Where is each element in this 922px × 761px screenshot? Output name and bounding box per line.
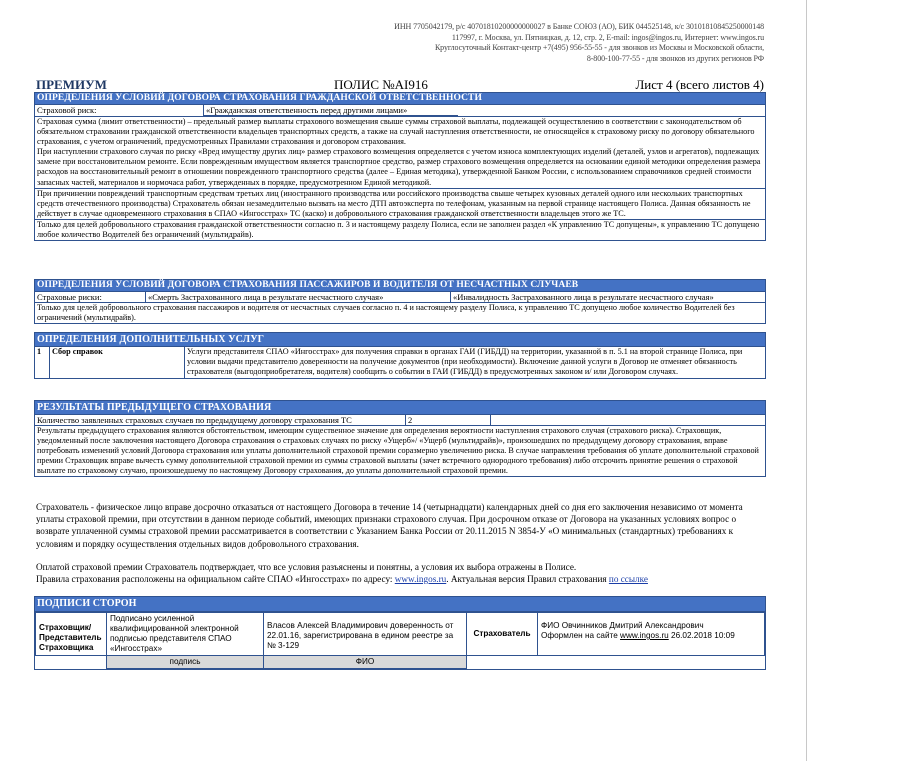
withdrawal-paragraph: Страхователь - физическое лицо вправе досрочно отказаться от настоящего Договора в течение 14 (четырнадцати) календарных дней со дня его заключения независимо от момента уплаты страховой премии, при отсутствии в данном периоде событий, имеющих признаки страхового случая. При досрочном отказе от Договора на указанных условиях вопрос о возврате уплаченной суммы страховой премии рассматривается в соответствии с Указанием Банка России от 20.11.2015 N 3854-У «О минимальных (стандартных) требованиях к условиям и порядку осуществления отдельных видов добровольного страхования. [36,502,743,549]
company-header [344,22,764,64]
policy-number: ПОЛИС №AI916 [334,77,428,92]
risk-row [35,105,765,116]
policyholder-issued [541,631,761,641]
confirmation-paragraph: Оплатой страховой премии Страхователь подтверждает, что все условия разъяснены и понятны, а условия их выбора отражены в Полисе. [36,562,577,572]
drivers-paragraph: Только для целей добровольного страхования гражданской ответственности согласно п. 3 и настоящему разделу Полиса, если не заполнен раздел «К управлению ТС допущены», к управлению ТС допущено любое количество Водителей без ограничений (мультидрайв). [35,219,765,240]
title-row [34,77,764,93]
sum-insured-paragraph: Страховая сумма (лимит ответственности) – предельный размер выплаты страхового возмещения свыше суммы страховой выплаты, подлежащей осуществлению в соответствии с законодательством об обязательном страховании гражданской ответственности владельцев транспортных средств, а также на случай наступления ответственности, не относящейся к страховому риску по договору обязательного страхования, с учетом ограничений, предусмотренных Правилами страхования и договором страхования. [35,116,765,147]
policyholder-label: Страхователь [467,613,538,656]
expert-paragraph: При причинении повреждений транспортным средствам третьих лиц (иностранного производства или российского производства свыше четырех кузовных деталей одного или нескольких транспортных средств отечественного производства) Страхователь обязан незамедлительно вызвать на место ДТП автоэксперта по телефонам, указанным на первой странице настоящего Полиса. Данная обязанность не действует в случае одновременного страхования в СПАО «Ингосстрах» ТС (каско) и добровольного страхования гражданской ответственности владельцев этого же ТС. [35,188,765,219]
risk-death: «Смерть Застрахованного лица в результате несчастного случая» [145,292,450,302]
risk-disability: «Инвалидность Застрахованного лица в результате несчастного случая» [450,292,755,302]
caption-spacer [467,656,538,669]
insurer-representative: Власов Алексей Владимирович доверенность от 22.01.16, зарегистрирована в едином реестре за № 3-129 [264,613,467,656]
page-edge [806,0,807,761]
section-heading: ПОДПИСИ СТОРОН [35,597,765,612]
risk-label: Страховой риск: [37,105,97,115]
rules-prefix: Правила страхования расположены на официальном сайте СПАО «Ингосстрах» по адресу: [36,574,395,584]
claims-count-label: Количество заявленных страховых случаев по предыдущему договору страхования ТС [37,415,352,425]
section-civil-liability [34,92,766,241]
issued-prefix: Оформлен на сайте [541,631,621,640]
section-heading: ОПРЕДЕЛЕНИЯ УСЛОВИЙ ДОГОВОРА СТРАХОВАНИЯ ГРАЖДАНСКОЙ ОТВЕТСТВЕННОСТИ [35,93,765,105]
header-line-bank: ИНН 7705042179, р/с 40701810200000000027 в Банке СОЮЗ (АО), БИК 044525148, к/с 30101810845250000148 [394,22,764,31]
rules-paragraph [36,573,771,585]
insurer-label: Страховщик/ Представитель Страховщика [36,613,107,656]
section-previous-insurance [34,400,766,477]
claims-count-value: 2 [405,415,491,425]
section-heading: РЕЗУЛЬТАТЫ ПРЕДЫДУЩЕГО СТРАХОВАНИЯ [35,401,765,415]
risk-row [35,292,765,302]
section-signatures [34,596,766,670]
header-line-regions: 8-800-100-77-55 - для звонков из других регионов РФ [586,53,764,63]
previous-results-paragraph: Результаты предыдущего страхования являются обстоятельством, имеющим существенное значение для определения вероятности наступления страхового случая (страхового риска). Страховщик, уведомленный после заключения настоящего Договора страхования о страховых случаях по риску «Ущерб»/ «Ущерб (мультидрайв)», произошедших по предыдущему договору страхования, вправе потребовать изменений условий Договора страхования или уплаты дополнительной страховой премии соразмерно увеличению риска. В случае направления требования об уплате дополнительной страховой премии Страховщик вправе вычесть сумму дополнительной страховой премии из суммы страховой выплаты (зачет встречного однородного требования) либо отсрочить принятие решения о страховой выплате по страховому случаю, произошедшему по настоящему Договору страхования, до уплаты дополнительной страховой премии. [35,425,765,476]
rules-mid: . Актуальная версия Правил страхования [446,574,609,584]
service-name: Сбор справок [49,347,184,378]
service-row [35,347,765,378]
drivers-paragraph: Только для целей добровольного страхования пассажиров и водителя от несчастных случаев согласно п. 4 и настоящему разделу Полиса, к управлению ТС допущено любое количество Водителей без ограничений (мультидрайв). [35,302,765,323]
fio-caption: ФИО [264,656,467,669]
policyholder-info [538,613,765,656]
issued-site-link[interactable]: www.ingos.ru [620,631,669,640]
issued-date: 26.02.2018 10:09 [668,631,735,640]
policyholder-fio: ФИО Овчинников Дмитрий Александрович [541,621,704,630]
service-description: Услуги представителя СПАО «Ингосстрах» для получения справки в органах ГАИ (ГИБДД) на территории, указанной в п. 5.1 на второй странице Полиса, при условии выдачи представителю доверенности на получение документов (при необходимости). Включение данной услуги в Договор не отменяет обязанность страхователя (выгодоприобретателя, водителя) сообщить о событии в ГАИ (ГИБДД) в предусмотренных законом и/ или Договором случаях. [184,347,749,378]
claims-count-row [35,415,765,425]
damage-paragraph: При наступлении страхового случая по риску «Вред имуществу других лиц» размер страхового возмещения определяется с учетом износа комплектующих изделий (деталей, узлов и агрегатов), подлежащих замене при восстановительном ремонте. Если поврежденным имуществом является транспортное средство, размер страхового возмещения определяется на основании единой методики определения размера расходов на восстановительный ремонт в отношении поврежденного транспортного средства (далее – Единая методика), утвержденной Банком России, с использованием справочников средней стоимости запасных частей, материалов и нормочаса работ, утвержденных в порядке, предусмотренном Единой методикой. [37,147,761,187]
section-services [34,332,766,379]
section-accident [34,279,766,324]
header-line-address: 117997, г. Москва, ул. Пятницкая, д. 12, стр. 2, E-mail: ingos@ingos.ru, Интернет: www.ingos.ru [451,32,764,42]
website-link[interactable]: www.ingos.ru [394,574,447,584]
rules-link[interactable]: по ссылке [608,574,648,584]
section-heading: ОПРЕДЕЛЕНИЯ ДОПОЛНИТЕЛЬНЫХ УСЛУГ [35,333,765,347]
caption-spacer [36,656,107,669]
signature-caption: подпись [107,656,264,669]
risk-value: «Гражданская ответственность перед другими лицами» [203,105,458,116]
signature-table [35,612,765,669]
product-name: ПРЕМИУМ [36,77,107,92]
caption-spacer [538,656,765,669]
header-line-contact: Круглосуточный Контакт-центр +7(495) 956-55-55 - для звонков из Москвы и Московской области, [434,43,764,52]
sheet-counter: Лист 4 (всего листов 4) [635,77,764,92]
service-number: 1 [37,347,42,356]
risk-label: Страховые риски: [37,292,102,302]
section-heading: ОПРЕДЕЛЕНИЯ УСЛОВИЙ ДОГОВОРА СТРАХОВАНИЯ ПАССАЖИРОВ И ВОДИТЕЛЯ ОТ НЕСЧАСТНЫХ СЛУЧАЕВ [35,280,765,292]
insurer-signature: Подписано усиленной квалифицированной электронной подписью представителя СПАО «Ингосстрах» [107,613,264,656]
